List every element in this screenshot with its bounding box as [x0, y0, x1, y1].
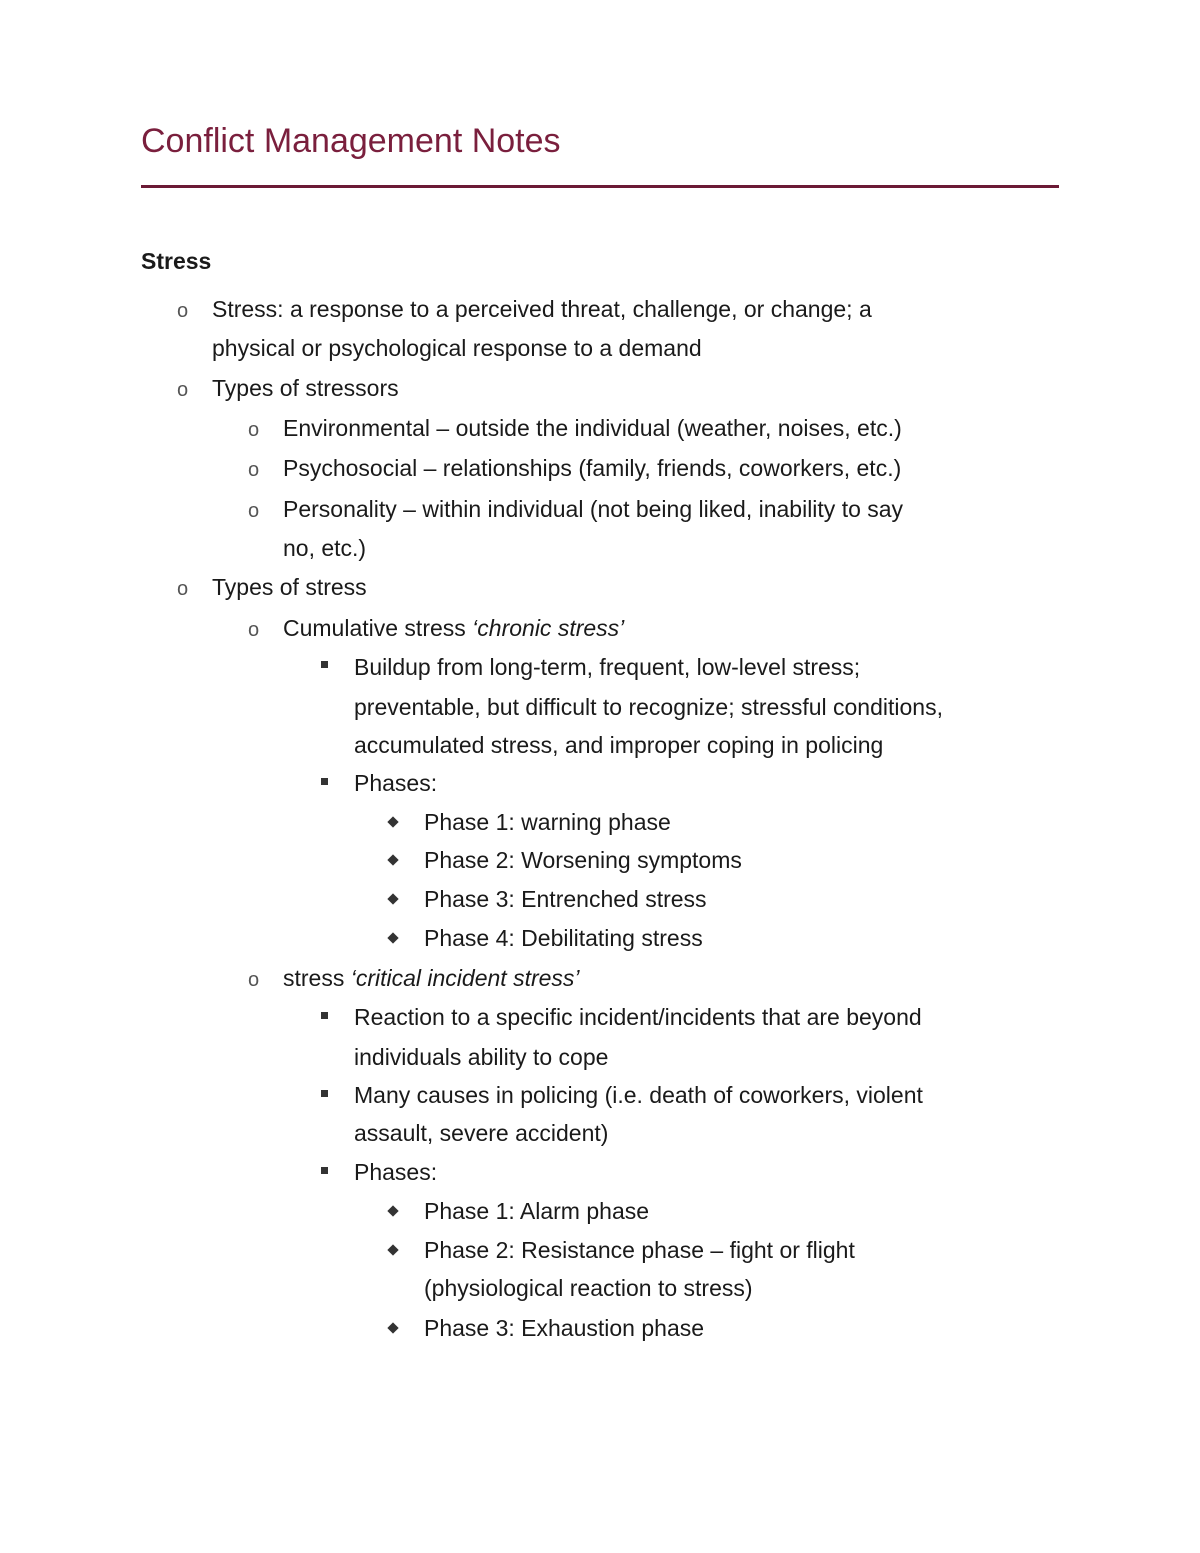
bullet-diamond-icon [387, 816, 398, 827]
stressor-personality-line-2: no, etc.) [283, 535, 367, 561]
critical-stress-label: stress [283, 965, 351, 991]
bullet-diamond-icon [387, 1244, 398, 1255]
buildup-line-3: accumulated stress, and improper coping in policing [354, 732, 884, 758]
buildup-line-1: Buildup from long-term, frequent, low-level stress; [354, 654, 861, 680]
causes-line-1: Many causes in policing (i.e. death of coworkers, violent [354, 1082, 923, 1108]
bullet-circle-icon: o [248, 500, 260, 522]
stress-definition-line-2: physical or psychological response to a demand [212, 335, 702, 361]
bullet-diamond-icon [387, 932, 398, 943]
cumulative-phase-3: Phase 3: Entrenched stress [424, 886, 707, 912]
cumulative-stress-item [283, 612, 624, 644]
bullet-square-icon [321, 1167, 328, 1174]
bullet-diamond-icon [387, 854, 398, 865]
bullet-circle-icon: o [248, 459, 260, 481]
bullet-square-icon [321, 778, 328, 785]
bullet-diamond-icon [387, 893, 398, 904]
reaction-line-1: Reaction to a specific incident/incidents that are beyond [354, 1004, 922, 1030]
section-heading-stress: Stress [141, 248, 212, 274]
bullet-circle-icon: o [177, 578, 189, 600]
types-of-stressors-heading: Types of stressors [212, 375, 399, 401]
bullet-diamond-icon [387, 1205, 398, 1216]
bullet-square-icon [321, 1090, 328, 1097]
critical-phases-label: Phases: [354, 1159, 438, 1185]
bullet-circle-icon: o [248, 619, 260, 641]
critical-phase-2-line-2: (physiological reaction to stress) [424, 1275, 753, 1301]
bullet-circle-icon: o [248, 419, 260, 441]
document-title: Conflict Management Notes [141, 122, 561, 160]
types-of-stress-heading: Types of stress [212, 574, 367, 600]
stressor-environmental: Environmental – outside the individual (weather, noises, etc.) [283, 415, 902, 441]
cumulative-phases-label: Phases: [354, 770, 438, 796]
bullet-square-icon [321, 1012, 328, 1019]
critical-phase-1: Phase 1: Alarm phase [424, 1198, 650, 1224]
chronic-stress-italic: ‘chronic stress’ [472, 615, 625, 641]
critical-incident-stress-item [283, 962, 580, 994]
reaction-line-2: individuals ability to cope [354, 1044, 609, 1070]
critical-phase-3: Phase 3: Exhaustion phase [424, 1315, 705, 1341]
critical-phase-2-line-1: Phase 2: Resistance phase – fight or flight [424, 1237, 855, 1263]
title-underline-rule [141, 185, 1059, 188]
cumulative-phase-4: Phase 4: Debilitating stress [424, 925, 703, 951]
causes-line-2: assault, severe accident) [354, 1120, 609, 1146]
bullet-square-icon [321, 661, 328, 668]
cumulative-stress-label: Cumulative stress [283, 615, 473, 641]
stressor-psychosocial: Psychosocial – relationships (family, friends, coworkers, etc.) [283, 455, 902, 481]
bullet-circle-icon: o [248, 969, 260, 991]
cumulative-phase-2: Phase 2: Worsening symptoms [424, 847, 742, 873]
cumulative-phase-1: Phase 1: warning phase [424, 809, 671, 835]
bullet-circle-icon: o [177, 300, 189, 322]
bullet-diamond-icon [387, 1322, 398, 1333]
stress-definition-line-1: Stress: a response to a perceived threat, challenge, or change; a [212, 296, 872, 322]
critical-incident-italic: ‘critical incident stress’ [350, 965, 580, 991]
stressor-personality-line-1: Personality – within individual (not being liked, inability to say [283, 496, 904, 522]
bullet-circle-icon: o [177, 379, 189, 401]
buildup-line-2: preventable, but difficult to recognize; stressful conditions, [354, 694, 943, 720]
